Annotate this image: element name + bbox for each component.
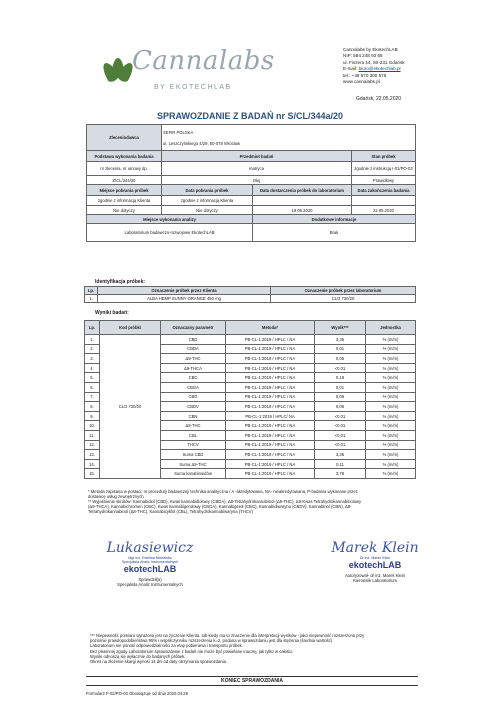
date-number: Nie dotyczy <box>162 206 253 215</box>
date-value: zgodnie z informacją Klienta <box>162 196 253 206</box>
right-signature: Marek Klein Dr inż. Marek Klein ekotechLAB Autoryzował- dr inż. Marek Klein Kierownik Laboratorium <box>320 540 430 583</box>
right-signature-script: Marek Klein <box>331 540 419 556</box>
basis-number: Z/CL/344/20 <box>87 176 162 185</box>
unit: % (m/m) <box>366 354 416 364</box>
unit: % (m/m) <box>366 382 416 392</box>
unit: % (m/m) <box>366 459 416 469</box>
identification-title: Identyfikacja próbek: <box>95 279 146 285</box>
parameter: Suma Δ9-THC <box>161 459 226 469</box>
analysis-place: Laboratorium badawczo-rozwojowe EkotechLAB <box>87 224 253 242</box>
place-label: Miejsce pobrania próbek <box>87 185 162 196</box>
logo-word: Cannalabs <box>132 46 275 76</box>
email-link[interactable]: biuro@ekotechlab.pl <box>358 66 401 72</box>
parameter: Δ8-THC <box>161 421 226 431</box>
row-number: 8. <box>85 402 100 412</box>
result-value: 0,01 <box>315 382 366 392</box>
method: PB-CL-1:2019 / HPLC/ NA <box>226 411 315 421</box>
date-label: Data pobrania próbek <box>162 185 253 196</box>
result-value: <0,01 <box>315 430 366 440</box>
parameter: CBN <box>161 411 226 421</box>
method-notes: * Metoda zapisana w postaci: nr procedury badawczej/ technika analityczna / A -akredytowana, NA- nieakredytowana, P-badania wykonane przez dostawcę usług zewnętrznych ** Wyjaśnienie skrótów: Kannabidiol (CBD), Kwas kannabidiolowy (CBDA), Δ9-Tetrahydrokannabinol (Δ9-THC), Δ9-Kwas Tetrahydrokannabinolowy (Δ9-THCA), Kannabichromen (CBC), Kwas kannabigerolowy (CBGA), Kannabigerol (CBG), Kannabidiwaryna (CBDV), Kannabinol (CBN), Δ8- Tetrahydrokannabinol (Δ8-THC), Kannabicyklol (CBL), Tetrahydrokannabiwaryna (THCV) <box>88 489 362 514</box>
unit: % (m/m) <box>366 392 416 402</box>
row-number: 1. <box>85 335 100 345</box>
client-address: ul. Leszczyńskiego 4/29, 50-078 Wrocław <box>163 140 240 146</box>
res-col-code: Kod próbki <box>100 321 161 335</box>
row-number: 9. <box>85 411 100 421</box>
contact-name: Cannalabs by EkotechLAB <box>343 47 398 52</box>
logo-subtitle: BY EKOTECHLAB <box>154 84 232 91</box>
identification-table <box>84 286 416 303</box>
results-table <box>84 320 416 479</box>
unit: % (m/m) <box>366 421 416 431</box>
res-col-lp: Lp. <box>85 321 100 335</box>
method: PB-CL-1:2019 / HPLC / NA <box>226 402 315 412</box>
res-col-unit: Jednostka <box>366 321 416 335</box>
unit: % (m/m) <box>366 402 416 412</box>
company-logo <box>98 42 275 102</box>
place-number: Nie dotyczy <box>87 206 162 215</box>
method: PB-CL-1:2019 / HPLC / NA <box>226 363 315 373</box>
method: PB-CL-1:2019 / HPLC / NA <box>226 344 315 354</box>
sample-code: CLO 730/20 <box>100 335 161 479</box>
object-number: Olej <box>162 176 352 185</box>
basis-label: Podstawa wykonania badania <box>87 151 162 162</box>
parameter: Suma CBD <box>161 450 226 460</box>
result-value: 3,78 <box>315 469 366 479</box>
parameter: CBL <box>161 430 226 440</box>
result-value: <0,01 <box>315 363 366 373</box>
form-line: Formularz F-02/PO-03 Obowiązuje od dnia 2020.04.29 <box>86 691 188 696</box>
client-label: Zleceniodawca <box>87 125 162 151</box>
contact-nip: NIP: 584 248 93 68 <box>343 53 383 59</box>
method: PB-CL-1:2019 / HPLC / NA <box>226 450 315 460</box>
method: PB-CL-1:2019 / HPLC / NA <box>226 469 315 479</box>
parameter: CBC <box>161 373 226 383</box>
parameter: Δ9-THC <box>161 354 226 364</box>
result-value: <0,01 <box>315 421 366 431</box>
method: PB-CL-1:2019 / HPLC / NA <box>226 430 315 440</box>
parameter: CBDV <box>161 402 226 412</box>
footer-notes: *** Niepewność pomiaru wyrażona jest na życzenie Klienta. Iub kiedy ma to znaczenie dla interpretacji wyników - jako niepewność rozszerzona przy poziomie prawdopodobieństwa 95% i współczynniku rozszerzenia k=2, podana w sprawozdaniu jest dla stężenia (średnia wartość) Laboratorium nie ponosi odpowiedzialności za etap pobierania i transportu próbek. Bez pisemnej zgody Laboratorium sprawozdanie z badań nie może być powielane inaczej, jak tylko w całości. Wyniki odnoszą się wyłącznie do badanych próbek. Okres na złożenie skargi wynosi 14 dni od daty otrzymania sprawozdania. <box>90 633 365 665</box>
parameter: Δ9-THCA <box>161 363 226 373</box>
additional-info: Brak <box>253 224 416 242</box>
res-col-result: Wynik*** <box>315 321 366 335</box>
end-label: KONIEC SPRAWOZDANIA <box>221 678 283 684</box>
unit: % (m/m) <box>366 363 416 373</box>
row-number: 5. <box>85 373 100 383</box>
additional-label: Dodatkowe informacje <box>253 215 416 224</box>
method: PB-CL-1:2019 / HPLC / NA <box>226 382 315 392</box>
method: PB-CL-1:2019 / HPLC / NA <box>226 421 315 431</box>
end-number: 22.05.2020 <box>352 206 416 215</box>
unit: % (m/m) <box>366 411 416 421</box>
contact-phone: tel.: +48 570 300 575 <box>343 72 387 78</box>
row-number: 13. <box>85 450 100 460</box>
result-value: 3,36 <box>315 450 366 460</box>
result-value: 0,06 <box>315 402 366 412</box>
unit: % (m/m) <box>366 440 416 450</box>
header-table <box>86 124 416 242</box>
method: PB-CL-1:2019 / HPLC / NA <box>226 459 315 469</box>
unit: % (m/m) <box>366 373 416 383</box>
result-value: <0,01 <box>315 440 366 450</box>
email-label: E-mail: <box>343 66 359 72</box>
parameter: THCV <box>161 440 226 450</box>
contact-block <box>343 47 473 85</box>
unit: % (m/m) <box>366 335 416 345</box>
parameter: CBGA <box>161 382 226 392</box>
report-title: SPRAWOZDANIE Z BADAŃ nr S/CL/344a/20 <box>156 111 344 121</box>
analysis-place-label: Miejsce wykonania analizy <box>87 215 253 224</box>
result-value: 0,01 <box>315 344 366 354</box>
result-value: 0,18 <box>315 373 366 383</box>
basis-value: nr zlecenia, nr umowy itp. <box>87 162 162 176</box>
res-col-param: Oznaczany parametr <box>161 321 226 335</box>
place-value: zgodnie z informacją Klienta <box>87 196 162 206</box>
method: PB-CL-1:2019 / HPLC / NA <box>226 373 315 383</box>
id-col-client: Oznaczenie próbek przez Klienta <box>98 287 271 295</box>
method: PB-CL-1:2019 / HPLC / NA <box>226 392 315 402</box>
row-number: 4. <box>85 363 100 373</box>
parameter: CBD <box>161 335 226 345</box>
row-number: 11. <box>85 430 100 440</box>
row-number: 6. <box>85 382 100 392</box>
result-value: <0,01 <box>315 411 366 421</box>
result-value: 0,06 <box>315 392 366 402</box>
row-number: 7. <box>85 392 100 402</box>
row-number: 10. <box>85 421 100 431</box>
results-title: Wyniki badań: <box>95 310 129 316</box>
delivery-number: 19.05.2020 <box>253 206 352 215</box>
state-label: Stan próbek <box>352 151 416 162</box>
parameter: CBDA <box>161 344 226 354</box>
left-signature: Lukasiewicz Mgr inż. Ewelina Michalska Specjalista Analiz Instrumentalnych ekotechLAB Sprawdził(a) Specjalista Analiz Instrumentalnych <box>95 540 205 587</box>
res-col-method: Metoda* <box>226 321 315 335</box>
result-value: 0,05 <box>315 354 366 364</box>
method: PB-CL-1:2019 / HPLC / NA <box>226 354 315 364</box>
delivery-label: Data dostarczenia próbek do laboratorium <box>253 185 352 196</box>
unit: % (m/m) <box>366 469 416 479</box>
row-number: 12. <box>85 440 100 450</box>
unit: % (m/m) <box>366 450 416 460</box>
result-value: 0,11 <box>315 459 366 469</box>
left-signature-script: Lukasiewicz <box>106 540 194 556</box>
result-value: 3,35 <box>315 335 366 345</box>
unit: % (m/m) <box>366 430 416 440</box>
row-number: 14. <box>85 459 100 469</box>
method: PB-CL-1:2019 / HPLC / NA <box>226 440 315 450</box>
row-number: 2. <box>85 344 100 354</box>
table-row <box>85 335 416 345</box>
row-number: 3. <box>85 354 100 364</box>
id-col-lab: Oznaczenie próbek przez laboratorium <box>271 287 416 295</box>
state-value: zgodnie z instrukcją I-01/PO-03 <box>352 162 416 176</box>
id-col-lp: Lp. <box>85 287 98 295</box>
end-label: Data zakończenia badania <box>352 185 416 196</box>
state-number: Prawidłowy <box>352 176 416 185</box>
ekotech-stamp: ekotechLAB <box>348 560 402 570</box>
table-row: 1. ALBA HEMP SUNNY ORANGE 450 mg CLO 730/20 <box>85 295 416 303</box>
contact-address: ul. Fiszera 14, 80-231 Gdańsk <box>343 59 405 65</box>
object-label: Przedmiot badań <box>162 151 352 162</box>
date-line: Gdańsk, 22.05.2020 <box>356 96 402 102</box>
method: PB-CL-1:2019 / HPLC / NA <box>226 335 315 345</box>
unit: % (m/m) <box>366 344 416 354</box>
ekotech-stamp: ekotechLAB <box>123 564 177 574</box>
end-bar <box>86 676 418 686</box>
parameter: Suma kanabinoidów <box>161 469 226 479</box>
client-name: SEFIR POLSKA <box>163 129 194 135</box>
object-value: matryca <box>162 162 352 176</box>
row-number: 15. <box>85 469 100 479</box>
contact-web[interactable]: www.cannalabs.pl <box>343 79 380 85</box>
parameter: CBG <box>161 392 226 402</box>
